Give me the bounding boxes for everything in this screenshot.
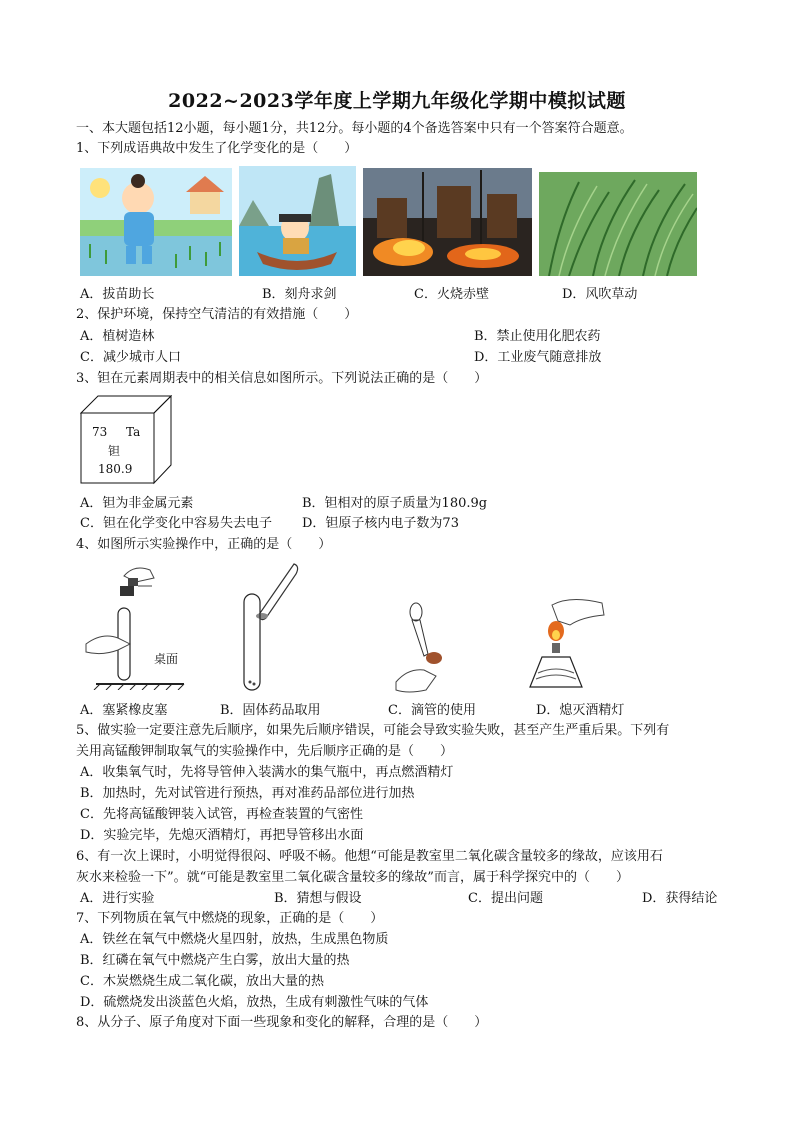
image-pulling-seedlings [80, 168, 232, 276]
element-atomic-number: 73 [92, 425, 108, 439]
question-5-stem-line1: 5、做实验一定要注意先后顺序，如果先后顺序错误，可能会导致实验失败，甚至产生严重后果。下列有 [76, 723, 670, 738]
q4-option-b: B．固体药品取用 [220, 703, 321, 718]
q7-option-d: D．硫燃烧发出淡蓝色火焰，放热，生成有刺激性气味的气体 [80, 995, 429, 1010]
q1-option-b: B．刻舟求剑 [262, 287, 337, 302]
section-intro: 一、本大题包括12小题，每小题1分，共12分。每小题的4个备选答案中只有一个答案符合题意。 [76, 121, 633, 136]
q2-option-d: D．工业废气随意排放 [474, 350, 602, 365]
q4-option-a: A．塞紧橡皮塞 [80, 703, 168, 718]
question-4-stem: 4、如图所示实验操作中，正确的是（ ） [76, 537, 332, 552]
question-5-stem-line2: 关用高锰酸钾制取氧气的实验操作中，先后顺序正确的是（ ） [76, 744, 454, 759]
element-atomic-mass: 180.9 [98, 462, 133, 476]
q5-option-b: B．加热时，先对试管进行预热，再对准药品部位进行加热 [80, 786, 415, 801]
q1-option-a: A．拔苗助长 [80, 287, 155, 302]
q2-option-b: B．禁止使用化肥农药 [474, 329, 601, 344]
figure-insert-stopper [84, 560, 194, 690]
q1-option-d: D．风吹草动 [562, 287, 638, 302]
image-grass-in-wind [539, 172, 697, 276]
element-symbol: Ta [126, 425, 141, 439]
question-6-stem-line1: 6、有一次上课时，小明觉得很闷、呼吸不畅。他想“可能是教室里二氧化碳含量较多的缘故，应该用石 [76, 849, 663, 864]
q3-option-d: D．钽原子核内电子数为73 [302, 516, 459, 531]
question-2-stem: 2、保护环境，保持空气清洁的有效措施（ ） [76, 307, 358, 322]
page-title: 2022~2023学年度上学期九年级化学期中模拟试题 [168, 90, 626, 112]
q7-option-c: C．木炭燃烧生成二氧化碳，放出大量的热 [80, 974, 324, 989]
image-carving-boat [239, 166, 356, 276]
figure-dropper-use [394, 600, 464, 695]
question-3-stem: 3、钽在元素周期表中的相关信息如图所示。下列说法正确的是（ ） [76, 371, 488, 386]
question-6-stem-line2: 灰水来检验一下”。就“可能是教室里二氧化碳含量较多的缘故”而言，属于科学探究中的（ ） [76, 870, 629, 885]
q5-option-c: C．先将高锰酸钾装入试管，再检查装置的气密性 [80, 807, 363, 822]
figure-extinguish-lamp [522, 595, 612, 695]
q3-option-a: A．钽为非金属元素 [80, 496, 194, 511]
q4-option-d: D．熄灭酒精灯 [536, 703, 625, 718]
question-1-stem: 1、下列成语典故中发生了化学变化的是（ ） [76, 141, 358, 156]
q6-option-a: A．进行实验 [80, 891, 155, 906]
q4-option-c: C．滴管的使用 [388, 703, 476, 718]
image-fire-red-cliff [363, 168, 532, 276]
q2-option-a: A．植树造林 [80, 329, 155, 344]
figure-solid-reagent [236, 560, 306, 695]
q3-option-c: C．钽在化学变化中容易失去电子 [80, 516, 272, 531]
element-name: 钽 [108, 444, 121, 458]
question-7-stem: 7、下列物质在氧气中燃烧的现象，正确的是（ ） [76, 911, 384, 926]
q5-option-d: D．实验完毕，先熄灭酒精灯，再把导管移出水面 [80, 828, 364, 843]
q7-option-b: B．红磷在氧气中燃烧产生白雾，放出大量的热 [80, 953, 350, 968]
q1-option-c: C．火烧赤壁 [414, 287, 489, 302]
q3-option-b: B．钽相对的原子质量为180.9g [302, 496, 488, 511]
q6-option-c: C．提出问题 [468, 891, 543, 906]
q6-option-d: D．获得结论 [642, 891, 718, 906]
q7-option-a: A．铁丝在氧气中燃烧火星四射，放热，生成黑色物质 [80, 932, 389, 947]
q2-option-c: C．减少城市人口 [80, 350, 181, 365]
desk-label: 桌面 [154, 652, 179, 666]
question-8-stem: 8、从分子、原子角度对下面一些现象和变化的解释，合理的是（ ） [76, 1015, 488, 1030]
q6-option-b: B．猜想与假设 [274, 891, 362, 906]
q5-option-a: A．收集氧气时，先将导管伸入装满水的集气瓶中，再点燃酒精灯 [80, 765, 454, 780]
